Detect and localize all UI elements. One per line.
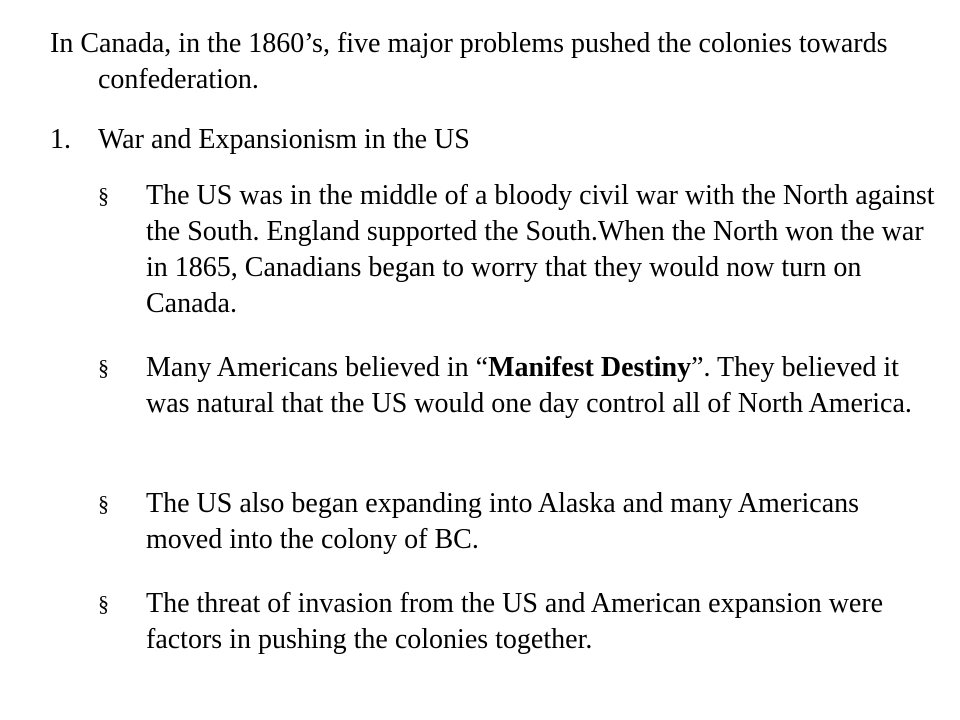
section-number: 1. xyxy=(50,124,71,155)
section-title: War and Expansionism in the US xyxy=(98,124,470,155)
bullet-icon: § xyxy=(98,183,109,208)
bullet-alaska-bc: The US also began expanding into Alaska and many Americans moved into the colony of BC. xyxy=(146,488,860,555)
bullet-icon: § xyxy=(98,591,109,616)
bullet-icon: § xyxy=(98,491,109,516)
bullet-icon: § xyxy=(98,355,109,380)
manifest-destiny-term: Manifest Destiny xyxy=(488,352,692,383)
bullet-text-before: Many Americans believed in “ xyxy=(146,352,489,383)
bullet-manifest-destiny xyxy=(146,350,936,422)
bullet-text-after: ”. They believed it was natural that the US would one day control all of North America. xyxy=(146,352,912,419)
bullet-invasion-threat: The threat of invasion from the US and American expansion were factors in pushing the colonies together. xyxy=(146,588,884,655)
bullet-civil-war: The US was in the middle of a bloody civil war with the North against the South. England supported the South.When the North won the war in 1865, Canadians began to worry that they would now turn on Canada. xyxy=(146,180,935,319)
intro-paragraph: In Canada, in the 1860’s, five major problems pushed the colonies towards confederation. xyxy=(50,28,888,95)
